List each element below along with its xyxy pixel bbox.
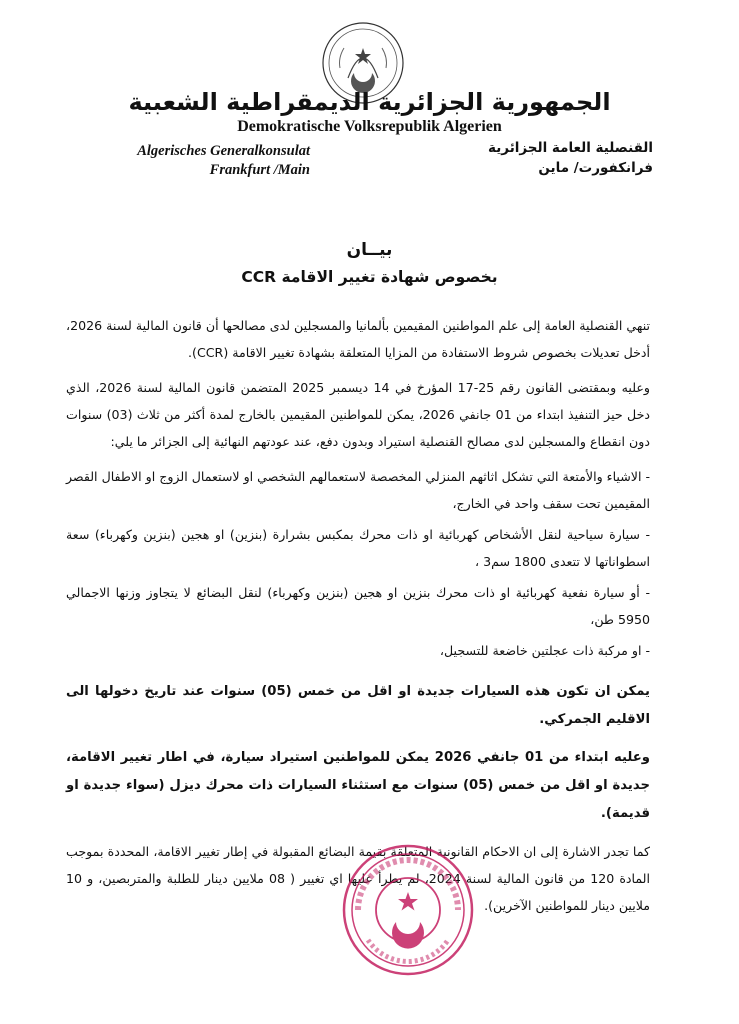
country-name-arabic: الجمهورية الجزائرية الديمقراطية الشعبية [128, 88, 611, 116]
list-item-two-wheeler: - او مركبة ذات عجلتين خاضعة للتسجيل، [439, 643, 650, 658]
official-stamp [338, 840, 478, 980]
paragraph-law: وعليه وبمقتضى القانون رقم 25-17 المؤرخ في 14 ديسمبر 2025 المتضمن قانون المالية لسنة 2026، الذي دخل حيز التنفيذ ابتداء من 01 جانفي 2026، يمكن للمواطنين المقيمين بالخارج لمدة أكثر من ثلاث (03) سنوات دون انقطاع والمسجلين لدى مصالح القنصلية استيراد وبدون دفع، عند عودتهم النهائية إلى الجزائر ما يلي: [66, 380, 650, 449]
paragraph-intro: تنهي القنصلية العامة إلى علم المواطنين المقيمين بألمانيا والمسجلين لدى مصالحها أن قانون المالية لسنة 2026، أدخل تعديلات بخصوص شروط الاستفادة من المزايا المتعلقة بشهادة تغيير الاقامة (CCR). [66, 318, 650, 360]
consulate-name-arabic [413, 138, 653, 178]
notice-subtitle: بخصوص شهادة تغيير الاقامة CCR [241, 268, 498, 286]
country-name-german: Demokratische Volksrepublik Algerien [237, 118, 502, 135]
consulate-ar-line2: فرانكفورت/ ماين [538, 160, 653, 176]
paragraph-vehicle-age: يمكن ان تكون هذه السيارات جديدة او اقل من خمس (05) سنوات عند تاريخ دخولها الى الاقليم الجمركي. [66, 684, 650, 727]
list-item-furniture: - الاشياء والأمتعة التي تشكل اثاثهم المنزلي المخصصة لاستعمالهم الشخصي او لاستعمال الزوج او الاطفال القصر المقيمين تحت سقف واحد في الخارج، [65, 469, 650, 511]
consulate-de-line2: Frankfurt /Main [209, 162, 310, 178]
paragraph-diesel-exclusion: وعليه ابتداء من 01 جانفي 2026 يمكن للمواطنين استيراد سيارة، في اطار تغيير الاقامة، جديدة او اقل من خمس (05) سنوات مع استثناء السيارات ذات محرك ديزل (سواء جديدة او قديمة). [66, 750, 650, 821]
list-item-utility-vehicle: - أو سيارة نفعية كهربائية او ذات محرك بنزين او هجين (بنزين وكهرباء) لنقل البضائع لا يتجاوز وزنها الاجمالي 5950 طن، [66, 585, 650, 627]
consulate-ar-line1: القنصلية العامة الجزائرية [488, 140, 653, 156]
consulate-de-line1: Algerisches Generalkonsulat [137, 143, 310, 159]
list-item-passenger-car: - سيارة سياحية لنقل الأشخاص كهربائية او ذات محرك بمكبس بشرارة (بنزين) او هجين (بنزين وكهرباء) سعة اسطواناتها لا تتعدى 1800 سم3 ، [66, 527, 650, 569]
notice-title: بيــان [346, 240, 393, 260]
paragraph-goods-value: كما تجدر الاشارة إلى ان الاحكام القانونية المتعلقة بقيمة البضائع المقبولة في إطار تغيير الاقامة، المحددة بموجب المادة 120 من قانون المالية لسنة 2024، لم يطرأ عليها اي تغيير ( 08 ملايين دينار للطلبة والمتربصين، و 10 ملايين دينار للمواطنين الآخرين). [66, 844, 650, 913]
consulate-name-german [50, 142, 310, 180]
notice-body [66, 312, 650, 927]
